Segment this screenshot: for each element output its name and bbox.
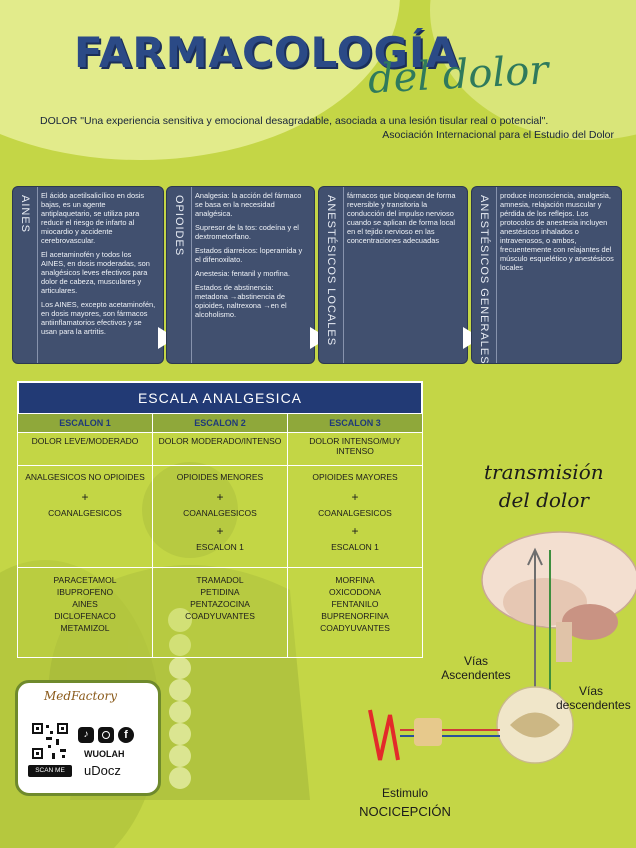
card-paragraph: fármacos que bloquean de forma reversible y transitoria la conducción del impulso nervioso cuando se aplican de forma local en el tejido nervioso en las concentraciones adecuadas bbox=[347, 191, 456, 245]
stimulus-label: Estimulo bbox=[381, 786, 428, 800]
descending-pathways-label: Vías descendentes bbox=[556, 684, 631, 712]
scan-me-label: SCAN ME bbox=[28, 765, 72, 777]
drug-name: PETIDINA bbox=[200, 587, 240, 597]
table-cell bbox=[153, 568, 288, 658]
cell-line: + bbox=[351, 524, 359, 538]
drug-name: MORFINA bbox=[335, 575, 375, 585]
table-cell bbox=[18, 568, 153, 658]
table-header-cell: ESCALON 1 bbox=[18, 414, 153, 433]
card-body bbox=[195, 191, 308, 324]
drug-name: FENTANILO bbox=[331, 599, 379, 609]
cell-line: + bbox=[81, 490, 89, 504]
card-opioides bbox=[166, 186, 315, 364]
card-paragraph: Supresor de la tos: codeína y el dextrometorfano. bbox=[195, 223, 299, 241]
drug-name: OXICODONA bbox=[329, 587, 381, 597]
card-body bbox=[41, 191, 157, 341]
nociception-label: NOCICEPCIÓN bbox=[359, 804, 451, 819]
table-header-cell: ESCALON 2 bbox=[153, 414, 288, 433]
cell-line: + bbox=[216, 490, 224, 504]
table-cell: DOLOR LEVE/MODERADO bbox=[18, 433, 153, 466]
page-subtitle: del dolor bbox=[366, 47, 550, 103]
instagram-icon[interactable] bbox=[98, 727, 114, 743]
cell-line: COANALGESICOS bbox=[48, 508, 122, 518]
table-cell bbox=[153, 466, 288, 568]
drug-name: PENTAZOCINA bbox=[190, 599, 250, 609]
ascending-pathways-label: Vías Ascendentes bbox=[441, 654, 511, 682]
page-title: FARMACOLOGÍA bbox=[74, 28, 460, 77]
card-aines bbox=[12, 186, 164, 364]
table-header-cell: ESCALON 3 bbox=[288, 414, 423, 433]
card-paragraph: Analgesia: la acción del fármaco se basa en la necesidad analgésica. bbox=[195, 191, 302, 218]
brand-logo: MedFactory bbox=[44, 689, 118, 703]
udocz-logo: uDocz bbox=[84, 763, 121, 778]
definition-text: DOLOR "Una experiencia sensitiva y emocional desagradable, asociada a una lesión tisular real o potencial". bbox=[40, 115, 549, 127]
table-row bbox=[18, 414, 423, 433]
pain-definition bbox=[40, 114, 620, 142]
card-paragraph: Estados diarreicos: loperamida y el difenoxilato. bbox=[195, 246, 303, 264]
drug-name: IBUPROFENO bbox=[56, 587, 114, 597]
drug-name: BUPRENORFINA bbox=[321, 611, 389, 621]
card-anestesicos-locales bbox=[318, 186, 468, 364]
card-anestesicos-generales bbox=[471, 186, 622, 364]
drug-name: DICLOFENACO bbox=[54, 611, 116, 621]
cell-line: + bbox=[216, 524, 224, 538]
drug-name: COADYUVANTES bbox=[185, 611, 255, 621]
scale-title bbox=[17, 381, 423, 413]
cell-line: + bbox=[351, 490, 359, 504]
cell-line: COANALGESICOS bbox=[318, 508, 392, 518]
transmission-title-line: transmisión bbox=[484, 460, 604, 484]
table-cell: DOLOR MODERADO/INTENSO bbox=[153, 433, 288, 466]
drug-name: AINES bbox=[72, 599, 98, 609]
card-label-text: AINES bbox=[19, 195, 31, 234]
table-row bbox=[18, 433, 423, 466]
transmission-title-line: del dolor bbox=[498, 488, 589, 512]
card-label-text: ANESTÉSICOS LOCALES bbox=[325, 195, 337, 347]
promo-box bbox=[15, 680, 161, 796]
drug-name: TRAMADOL bbox=[196, 575, 244, 585]
cell-line: ESCALON 1 bbox=[196, 542, 244, 552]
wuolah-logo: WUOLAH bbox=[84, 749, 125, 759]
cell-line: COANALGESICOS bbox=[183, 508, 257, 518]
card-paragraph: produce inconsciencia, analgesia, amnesia, relajación muscular y pérdida de los reflejos. Los protocolos de anestesia incluyen anestésicos inhalados o intravenosos, o ambos, frecuentemente con relajantes del músculo esquelético y anestésicos locales bbox=[500, 191, 614, 272]
drug-name: METAMIZOL bbox=[60, 623, 110, 633]
drug-name: PARACETAMOL bbox=[53, 575, 117, 585]
cell-line: OPIOIDES MENORES bbox=[176, 472, 264, 482]
card-label-text: ANESTÉSICOS GENERALES bbox=[478, 195, 490, 365]
card-body bbox=[500, 191, 615, 277]
card-paragraph: Estados de abstinencia: metadona →abstinencia de opioides, naltrexona →en el alcoholismo. bbox=[195, 283, 287, 319]
card-paragraph: Anestesia: fentanil y morfina. bbox=[195, 269, 290, 278]
cell-line: OPIOIDES MAYORES bbox=[312, 472, 398, 482]
card-label bbox=[13, 187, 38, 363]
card-body bbox=[347, 191, 461, 250]
card-paragraph: Los AINES, excepto acetaminofén, en dosis mayores, son fármacos antiinflamatorios efectivos y se usan para la artritis. bbox=[41, 300, 156, 336]
cell-line: ESCALON 1 bbox=[331, 542, 379, 552]
tiktok-icon[interactable]: ♪ bbox=[78, 727, 94, 743]
definition-source: Asociación Internacional para el Estudio del Dolor bbox=[382, 129, 614, 141]
card-label bbox=[319, 187, 344, 363]
table-cell: DOLOR INTENSO/MUY INTENSO bbox=[288, 433, 423, 466]
transmission-title bbox=[484, 458, 604, 514]
cell-line: ANALGESICOS NO OPIOIDES bbox=[25, 472, 145, 482]
card-paragraph: El acetaminofén y todos los AINES, en dosis moderadas, son analgésicos leves efectivos para dolor de cabeza, musculares y articulares. bbox=[41, 250, 150, 295]
qr-code-icon[interactable] bbox=[30, 721, 70, 761]
card-label-text: OPIOIDES bbox=[173, 195, 185, 257]
card-label bbox=[167, 187, 192, 363]
scale-title-text: ESCALA ANALGESICA bbox=[137, 390, 303, 406]
pain-pathway-diagram bbox=[360, 530, 636, 770]
card-paragraph: El ácido acetilsalicílico en dosis bajas, es un agente antiplaquetario, se utiliza para reducir el riesgo de infarto al miocardio y accidente cerebrovascular. bbox=[41, 191, 145, 245]
card-label bbox=[472, 187, 497, 363]
facebook-icon[interactable]: f bbox=[118, 727, 134, 743]
drug-name: COADYUVANTES bbox=[320, 623, 390, 633]
table-cell bbox=[18, 466, 153, 568]
